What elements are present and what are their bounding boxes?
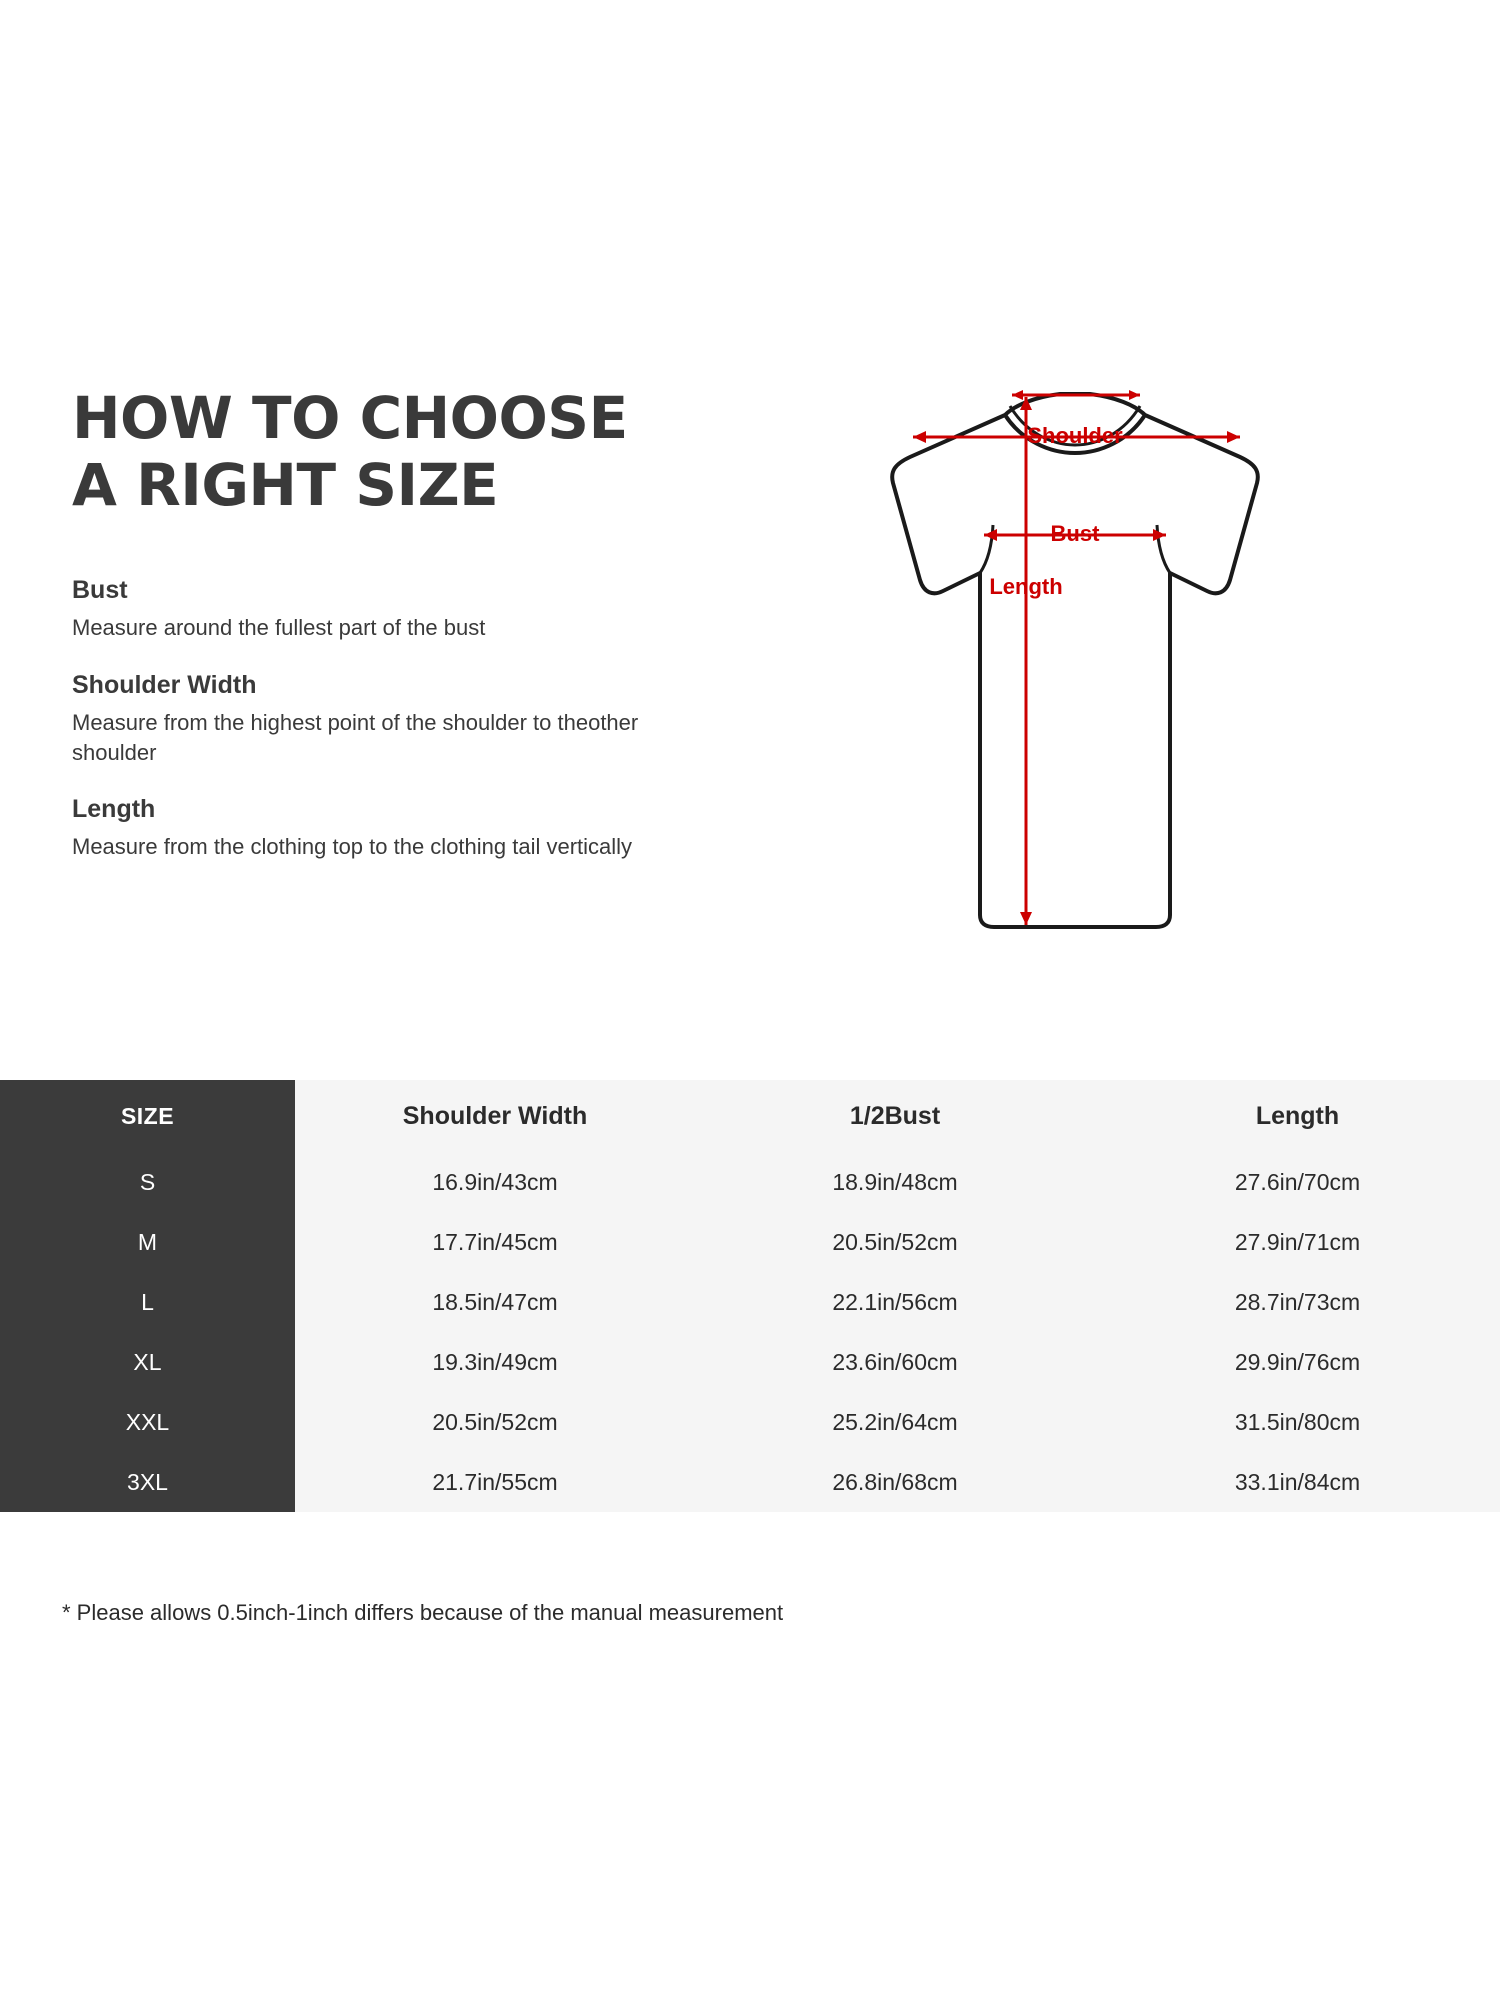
bust-label: Bust [1050,520,1100,546]
cell-length: 27.6in/70cm [1095,1152,1500,1212]
cell-shoulder-width: 21.7in/55cm [295,1452,695,1512]
measurement-disclaimer: * Please allows 0.5inch-1inch differs because of the manual measurement [62,1600,784,1625]
cell-length: 28.7in/73cm [1095,1272,1500,1332]
table-row [0,1212,1500,1272]
table-row [0,1152,1500,1212]
cell-length: 33.1in/84cm [1095,1452,1500,1512]
size-chart-table [0,1080,1500,1512]
cell-length: 31.5in/80cm [1095,1392,1500,1452]
cell-shoulder-width: 17.7in/45cm [295,1212,695,1272]
cell-shoulder-width: 20.5in/52cm [295,1392,695,1452]
cell-size: M [0,1212,295,1272]
table-row [0,1332,1500,1392]
column-header-shoulder-width: Shoulder Width [295,1080,695,1152]
cell-shoulder-width: 19.3in/49cm [295,1332,695,1392]
column-header-length: Length [1095,1080,1500,1152]
cell-half-bust: 22.1in/56cm [695,1272,1095,1332]
tshirt-outline-icon [892,394,1258,927]
table-header-row [0,1080,1500,1152]
definition-description: Measure around the fullest part of the bust [72,615,486,641]
column-header-size: SIZE [0,1080,295,1152]
page-title-line-1: HOW TO CHOOSE [72,384,628,452]
cell-half-bust: 25.2in/64cm [695,1392,1095,1452]
definition-length [72,795,732,862]
cell-shoulder-width: 18.5in/47cm [295,1272,695,1332]
cell-length: 29.9in/76cm [1095,1332,1500,1392]
tshirt-measurement-diagram [760,375,1390,1035]
cell-half-bust: 23.6in/60cm [695,1332,1095,1392]
cell-size: L [0,1272,295,1332]
cell-length: 27.9in/71cm [1095,1212,1500,1272]
cell-half-bust: 26.8in/68cm [695,1452,1095,1512]
table-row [0,1452,1500,1512]
cell-size: XXL [0,1392,295,1452]
definition-term: Bust [72,576,128,605]
definition-description: Measure from the highest point of the shoulder to theother shoulder [72,710,639,765]
definition-shoulder-width [72,671,732,767]
cell-half-bust: 18.9in/48cm [695,1152,1095,1212]
length-label: Length [989,573,1063,599]
table-row [0,1272,1500,1332]
cell-size: 3XL [0,1452,295,1512]
definition-term: Shoulder Width [72,671,257,700]
cell-half-bust: 20.5in/52cm [695,1212,1095,1272]
column-header-half-bust: 1/2Bust [695,1080,1095,1152]
definition-term: Length [72,795,156,824]
page-title-line-2: A RIGHT SIZE [72,450,499,519]
definition-description: Measure from the clothing top to the clothing tail vertically [72,834,633,860]
definitions-list [72,576,732,862]
shoulder-label: Shoulder [1027,422,1123,448]
cell-size: S [0,1152,295,1212]
cell-shoulder-width: 16.9in/43cm [295,1152,695,1212]
definition-bust [72,576,732,643]
cell-size: XL [0,1332,295,1392]
page-title [72,385,732,518]
instructions-column [72,385,732,890]
table-row [0,1392,1500,1452]
